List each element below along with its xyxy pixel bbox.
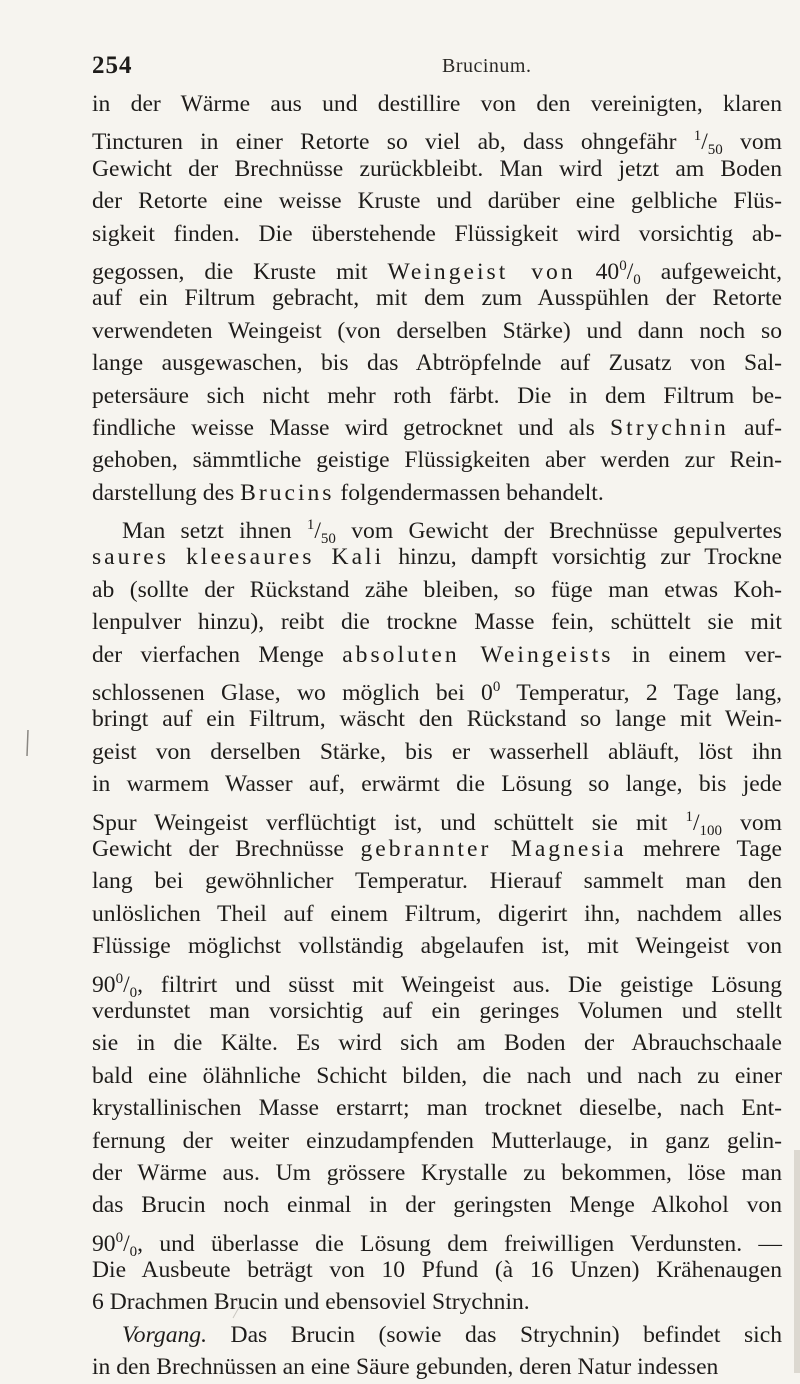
text-run: lenpulver hinzu), reibt die trockne Masse fein, schüttelt sie mit (92, 609, 782, 636)
text-line (92, 833, 782, 865)
text-line (92, 1254, 782, 1286)
subscript: 0 (129, 984, 138, 1001)
text-run: / (626, 258, 634, 285)
subscript: 0 (129, 1243, 138, 1260)
text-line (92, 963, 782, 1001)
text-run: auf- (728, 414, 782, 441)
text-run: ab (sollte der Rückstand zähe bleiben, so füge man etwas Koh- (92, 576, 782, 603)
text-run: / (314, 518, 321, 545)
text-run: in der Wärme aus und destillire von den vereinigten, klaren (92, 91, 782, 117)
text-run: fernung der weiter einzudampfenden Mutterlauge, in ganz gelin- (92, 1127, 782, 1154)
text-run: der Wärme aus. Um grössere Krystalle zu bekommen, löse man (92, 1159, 782, 1186)
subscript: 50 (707, 142, 723, 159)
text-line (92, 1189, 782, 1221)
text-run: krystallinischen Masse erstarrt; man trocknet dieselbe, nach Ent- (92, 1095, 782, 1122)
text-run: Gewicht der Brechnüsse (92, 835, 361, 862)
text-line (92, 412, 782, 444)
text-run: mehrere Tage (626, 835, 783, 862)
text-run: in den Brechnüssen an eine Säure gebunden, deren Natur indessen (92, 1354, 719, 1381)
text-line (92, 898, 782, 930)
text-run: geist von derselben Stärke, bis er wasserhell abläuft, löst ihn (92, 738, 782, 765)
text-line (92, 865, 782, 897)
spaced-emphasis: gebrannter Magnesia (360, 835, 627, 862)
text-line (92, 606, 782, 638)
spaced-emphasis: Strychnin (610, 414, 729, 441)
text-run: Spur Weingeist verflüchtigt ist, und schüttelt sie mit (92, 809, 686, 836)
text-run: , und überlasse die Lösung dem freiwilligen Verdunsten. — (137, 1230, 782, 1257)
text-line (92, 1351, 782, 1383)
text-run: der vierfachen Menge (92, 641, 343, 668)
text-run: gehoben, sämmtliche geistige Flüssigkeiten aber werden zur Rein- (92, 447, 782, 474)
superscript: 1 (685, 808, 693, 825)
text-run: 90 (92, 1230, 116, 1257)
text-run: Man setzt ihnen (122, 518, 307, 545)
text-run: in warmem Wasser auf, erwärmt die Lösung so lange, bis jede (92, 771, 782, 798)
text-run: lange ausgewaschen, bis das Abtröpfelnde auf Zusatz von Sal- (92, 350, 782, 377)
text-line (92, 380, 782, 412)
text-run: Das Brucin (sowie das Strychnin) befindet sich (207, 1321, 782, 1348)
text-line (92, 218, 782, 250)
spaced-emphasis: Brucins (240, 479, 335, 506)
text-run: Flüssige möglichst vollständig abgelaufen ist, mit Weingeist von (92, 933, 782, 960)
text-run: gegossen, die Kruste mit (92, 258, 388, 285)
text-run: / (123, 1230, 130, 1257)
text-line (92, 315, 782, 347)
text-run: in einem ver- (613, 641, 782, 668)
text-line (92, 477, 782, 509)
margin-ink-mark (24, 728, 32, 758)
text-line (92, 930, 782, 962)
italic-heading: Vorgang. (122, 1321, 207, 1348)
text-run: , filtrirt und süsst mit Weingeist aus. Die geistige Lösung (137, 971, 782, 998)
text-run: vom Gewicht der Brechnüsse gepulvertes (335, 518, 782, 545)
subscript: 0 (633, 271, 641, 288)
superscript: 1 (306, 517, 315, 534)
text-run: auf ein Filtrum gebracht, mit dem zum Ausspühlen der Retorte (92, 285, 782, 312)
superscript: 0 (492, 679, 501, 696)
text-run: verwendeten Weingeist (von derselben Stärke) und dann noch so (92, 317, 782, 344)
text-line (92, 347, 782, 379)
running-head: Brucinum. (442, 55, 532, 77)
text-run: sie in die Kälte. Es wird sich am Boden der Abrauchschaale (92, 1030, 782, 1057)
superscript: 1 (693, 128, 702, 145)
page-header (92, 52, 782, 80)
spaced-emphasis: saures kleesaures Kali (92, 544, 385, 571)
superscript: 0 (115, 1229, 124, 1246)
text-line (92, 995, 782, 1027)
text-line (92, 736, 782, 768)
text-line (92, 153, 782, 185)
text-run: der Retorte eine weisse Kruste und darüber eine gelbliche Flüs- (92, 188, 782, 215)
text-run: lang bei gewöhnlicher Temperatur. Hierauf sammelt man den (92, 868, 782, 895)
text-line (92, 1125, 782, 1157)
text-run: unlöslichen Theil auf einem Filtrum, digerirt ihn, nachdem alles (92, 900, 782, 927)
superscript: 0 (619, 257, 627, 274)
text-line (92, 1222, 782, 1260)
text-line (92, 250, 782, 288)
text-line (92, 541, 782, 573)
text-line (92, 1060, 782, 1092)
text-line (92, 703, 782, 735)
spaced-emphasis: absoluten Weingeists (342, 641, 614, 668)
text-run: bald eine ölähnliche Schicht bilden, die nach und nach zu einer (92, 1062, 782, 1089)
text-line (92, 574, 782, 606)
text-run: Temperatur, 2 Tage lang, (500, 680, 782, 707)
text-run: Tincturen in einer Retorte so viel ab, dass ohngefähr (92, 129, 694, 156)
stray-ink-mark (230, 1300, 244, 1320)
text-run: / (123, 971, 130, 998)
text-line (92, 671, 782, 707)
page-edge-shadow (786, 1150, 800, 1373)
text-line (92, 88, 782, 120)
text-run: sigkeit finden. Die überstehende Flüssigkeit wird vorsichtig ab- (92, 220, 782, 247)
text-run: vom (722, 809, 782, 836)
text-run: petersäure sich nicht mehr roth färbt. Die in dem Filtrum be- (92, 382, 782, 409)
text-run: aufgeweicht, (640, 258, 782, 285)
text-line (92, 639, 782, 671)
superscript: 0 (115, 970, 124, 987)
text-run: / (701, 129, 708, 156)
text-line (92, 1027, 782, 1059)
text-line (92, 768, 782, 800)
text-line (92, 282, 782, 314)
spaced-emphasis: Weingeist von (387, 258, 576, 285)
text-line (92, 120, 782, 159)
text-run: Gewicht der Brechnüsse zurückbleibt. Man wird jetzt am Boden (92, 155, 782, 182)
subscript: 50 (320, 531, 336, 548)
page-number: 254 (92, 52, 133, 79)
text-run: verdunstet man vorsichtig auf ein geringes Volumen und stellt (92, 997, 782, 1024)
text-line (92, 1319, 782, 1351)
text-run: vom (722, 129, 782, 156)
body-text (92, 88, 782, 1384)
text-run: hinzu, dampft vorsichtig zur Trockne (384, 544, 783, 571)
text-run: schlossenen Glase, wo möglich bei 0 (92, 680, 493, 707)
text-run: das Brucin noch einmal in der geringsten Menge Alkohol von (92, 1192, 782, 1219)
text-line (92, 1286, 782, 1318)
subscript: 100 (699, 822, 723, 839)
text-line (92, 1157, 782, 1189)
text-run: 6 Drachmen Brucin und ebensoviel Strychnin. (92, 1289, 530, 1316)
text-line (92, 444, 782, 476)
text-line (92, 185, 782, 217)
text-line (92, 1092, 782, 1124)
text-run: 90 (92, 971, 116, 998)
text-run: darstellung des (92, 479, 241, 506)
text-run: Die Ausbeute beträgt von 10 Pfund (à 16 Unzen) Krähenaugen (92, 1257, 782, 1284)
text-run: 40 (575, 258, 620, 285)
text-run: bringt auf ein Filtrum, wäscht den Rückstand so lange mit Wein- (92, 706, 782, 733)
text-run: findliche weisse Masse wird getrocknet und als (92, 414, 611, 441)
text-line (92, 801, 782, 839)
text-run: folgendermassen behandelt. (334, 479, 604, 506)
text-line (92, 509, 782, 548)
text-run: / (692, 809, 700, 836)
